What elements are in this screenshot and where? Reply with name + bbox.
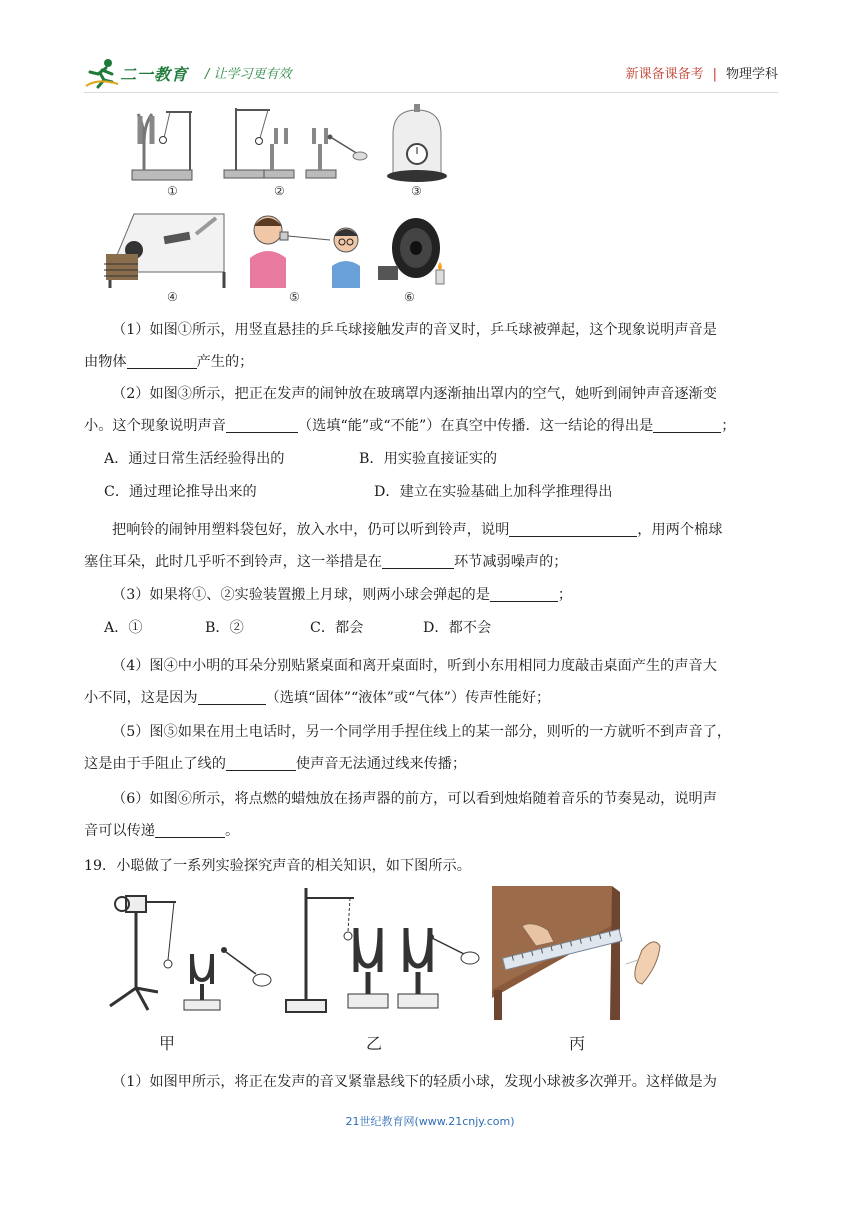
q18-part5: [84, 716, 780, 748]
answer-blank[interactable]: [226, 416, 298, 433]
q18-part3: [84, 579, 780, 611]
q18-part5-cont: [84, 748, 780, 780]
figure-1-caption: ①: [167, 184, 178, 198]
q18-p2b-mid: （选填“能”或“不能”）在真空中传播．这一结论的得出是: [297, 418, 654, 434]
figure-3-caption: ③: [411, 184, 422, 198]
q18-p1a: （1）如图①所示，用竖直悬挂的乒乓球接触发声的音叉时，乒乓球被弹起，这个现象说明声音是: [112, 322, 717, 338]
figure-1-tuning-fork-pingpong: [130, 104, 202, 184]
q18-p5b-post: 使声音无法通过线来传播；: [295, 756, 467, 772]
q18-part4-cont: [84, 682, 780, 714]
q18-p3-post: ；: [557, 587, 573, 603]
answer-blank[interactable]: [226, 754, 296, 771]
figure-bing-caption: 丙: [569, 1034, 586, 1053]
page-footer: [0, 1113, 860, 1129]
q18-p3-option-d[interactable]: D．都不会: [423, 620, 492, 636]
runner-logo-icon: [84, 56, 120, 90]
figure-yi-caption: 乙: [366, 1034, 383, 1053]
q18-part4: [84, 650, 780, 682]
q18-p1b-pre: 由物体: [84, 354, 127, 370]
answer-blank[interactable]: [509, 520, 637, 537]
q18-part2-cont: [84, 410, 780, 442]
header-course: 新课备课备考: [625, 67, 704, 82]
footer-link[interactable]: 21世纪教育网(www.21cnjy.com): [345, 1115, 515, 1128]
q18-p3-option-c[interactable]: C．都会: [310, 620, 364, 636]
header-subject: 物理学科: [725, 67, 778, 82]
figure-jia-caption: 甲: [159, 1034, 176, 1053]
header-right: [626, 63, 778, 82]
logo-text: 二一教育: [120, 65, 189, 84]
q18-p2-option-a[interactable]: A．通过日常生活经验得出的: [104, 451, 285, 467]
q18-p2-option-c[interactable]: C．通过理论推导出来的: [104, 484, 257, 500]
answer-blank[interactable]: [155, 821, 225, 838]
q18-p3-option-a[interactable]: A．①: [104, 620, 143, 636]
answer-blank[interactable]: [653, 416, 721, 433]
q18-p2-option-b[interactable]: B．用实验直接证实的: [359, 451, 498, 467]
figure-2-two-tuning-forks: [222, 104, 368, 184]
answer-blank[interactable]: [490, 585, 558, 602]
figure-4-caption: ④: [167, 290, 178, 304]
q18-part2-extra: [84, 514, 780, 546]
figure-4-ear-on-desk: [104, 210, 228, 288]
figure-2-caption: ②: [274, 184, 285, 198]
page-header: [84, 56, 778, 90]
figure-5-caption: ⑤: [289, 290, 300, 304]
figure-6-caption: ⑥: [404, 290, 415, 304]
q19-part1: [84, 1066, 780, 1098]
q18-p3-pre: （3）如果将①、②实验装置搬上月球，则两小球会弹起的是: [112, 587, 490, 603]
q18-p6b-post: 。: [224, 823, 240, 839]
q18-p2b-post: ；: [721, 418, 736, 434]
header-separator: |: [712, 67, 717, 82]
figure-jia-tuning-fork-ball: [100, 888, 280, 1020]
q18-part6: [84, 783, 780, 815]
q18-part1-cont: [84, 346, 780, 378]
q18-part2: [84, 378, 780, 410]
header-divider: [84, 92, 778, 93]
q18-p2d-pre: 塞住耳朵，此时几乎听不到铃声，这一举措是在: [84, 554, 382, 570]
header-slogan: / 让学习更有效: [205, 67, 292, 82]
q18-p3-option-b[interactable]: B．②: [205, 620, 244, 636]
figure-6-speaker-candle: [374, 210, 452, 288]
q18-p2-option-d[interactable]: D．建立在实验基础上加科学推理得出: [374, 484, 613, 500]
figure-yi-two-tuning-forks: [282, 882, 482, 1020]
q18-p2b-pre: 小。这个现象说明声音: [84, 418, 226, 434]
answer-blank[interactable]: [127, 352, 197, 369]
q18-p5b-pre: 这是由于手阻止了线的: [84, 756, 226, 772]
q18-part1: [84, 314, 780, 346]
q18-p4b-post: （选填“固体”“液体”或“气体”）传声性能好；: [265, 690, 551, 706]
q18-part6-cont: [84, 815, 780, 847]
q19-title: [84, 850, 780, 882]
q18-p4a: （4）图④中小明的耳朵分别贴紧桌面和离开桌面时，听到小东用相同力度敲击桌面产生的声音大: [112, 658, 717, 674]
brand-logo: [84, 56, 194, 90]
q18-p2d-post: 环节减弱噪声的；: [453, 554, 568, 570]
q18-p2c-pre: 把响铃的闹钟用塑料袋包好，放入水中，仍可以听到铃声，说明: [112, 522, 510, 538]
q18-p2a: （2）如图③所示，把正在发声的闹钟放在玻璃罩内逐渐抽出罩内的空气，她听到闹钟声音逐渐变: [112, 386, 717, 402]
figure-bing-ruler-on-table: [492, 886, 682, 1020]
q18-p2c-post: ，用两个棉球: [637, 522, 723, 538]
q19-title-text: 19．小聪做了一系列实验探究声音的相关知识，如下图所示。: [84, 858, 471, 874]
answer-blank[interactable]: [382, 552, 454, 569]
q18-p4b-pre: 小不同，这是因为: [84, 690, 198, 706]
q18-p5a: （5）图⑤如果在用土电话时，另一个同学用手捏住线上的某一部分，则听的一方就听不到声音了，: [112, 724, 732, 740]
q18-p6b-pre: 音可以传递: [84, 823, 155, 839]
q18-p1b-post: 产生的；: [196, 354, 254, 370]
figure-5-string-telephone: [242, 210, 370, 288]
answer-blank[interactable]: [198, 688, 266, 705]
figure-3-bell-jar-clock: [385, 104, 449, 184]
q18-part2-extra-cont: [84, 546, 780, 578]
q19-p1: （1）如图甲所示，将正在发声的音叉紧靠悬线下的轻质小球，发现小球被多次弹开。这样做是为: [112, 1074, 717, 1090]
q18-p6a: （6）如图⑥所示，将点燃的蜡烛放在扬声器的前方，可以看到烛焰随着音乐的节奏晃动，说明声: [112, 791, 717, 807]
